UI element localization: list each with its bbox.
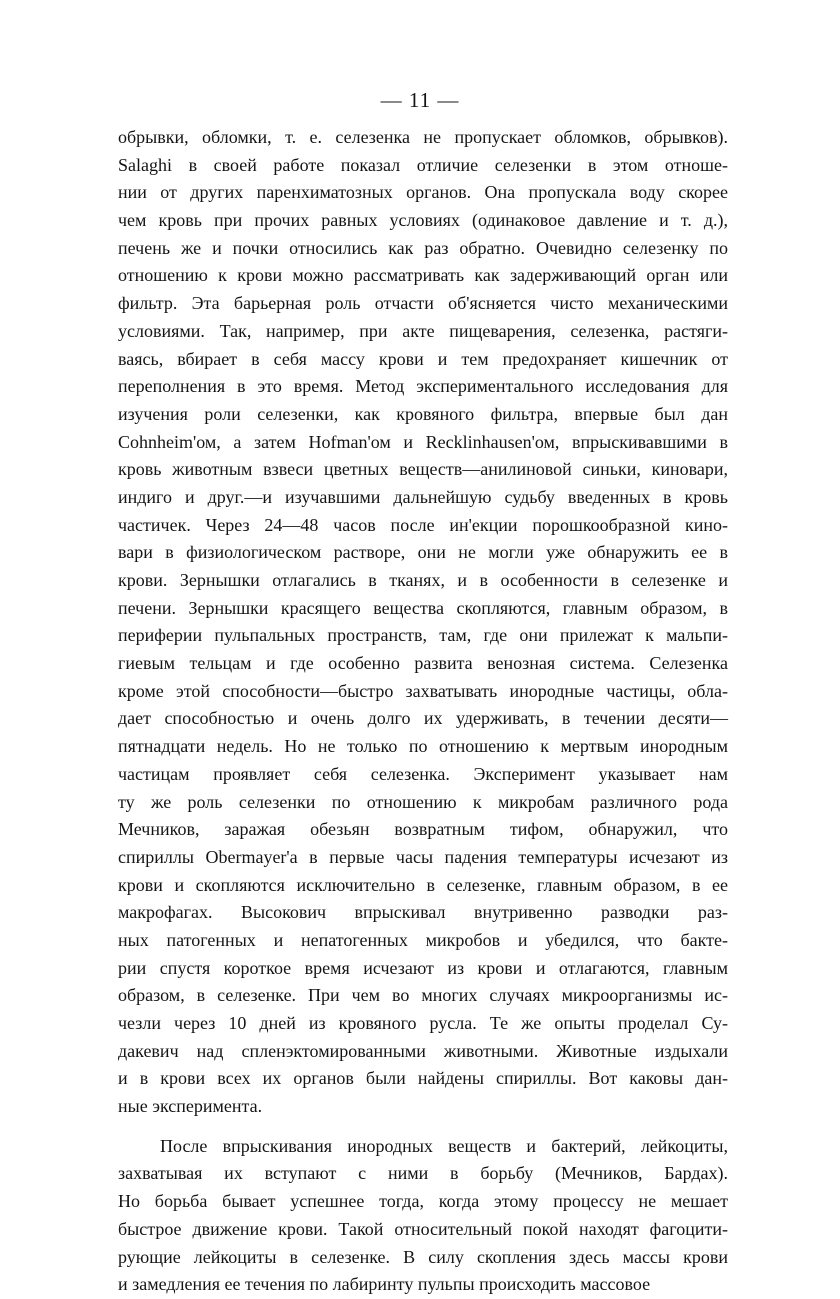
text-line: частичек. Через 24—48 часов после ин'екции порошкообразной кино- xyxy=(118,514,728,535)
text-line: вари в физиологическом растворе, они не могли уже обнаружить ее в xyxy=(118,542,728,563)
text-line: кроме этой способности—быстро захватывать инородные частицы, обла- xyxy=(118,680,728,701)
text-line: ту же роль селезенки по отношению к микробам различного рода xyxy=(118,791,728,812)
text-line: ных патогенных и непатогенных микробов и убедился, что бакте- xyxy=(118,929,728,950)
text-line: пятнадцати недель. Но не только по отношению к мертвым инородным xyxy=(118,736,728,757)
text-line: После впрыскивания инородных веществ и бактерий, лейкоциты, xyxy=(160,1135,728,1156)
text-line: фильтр. Эта барьерная роль отчасти об'ясняется чисто механическими xyxy=(118,293,728,314)
text-line: переполнения в это время. Метод экспериментального исследования для xyxy=(118,376,728,397)
text-line: быстрое движение крови. Такой относительный покой находят фагоцити- xyxy=(118,1218,728,1239)
text-line: Мечников, заражая обезьян возвратным тифом, обнаружил, что xyxy=(118,819,728,840)
text-line: частицам проявляет себя селезенка. Эксперимент указывает нам xyxy=(118,763,728,784)
text-line: печени. Зернышки красящего вещества скопляются, главным образом, в xyxy=(118,597,728,618)
text-line: захватывая их вступают с ними в борьбу (Мечников, Бардах). xyxy=(118,1163,728,1184)
text-line: рующие лейкоциты в селезенке. В силу скопления здесь массы крови xyxy=(118,1246,728,1267)
body-text xyxy=(118,124,728,1299)
text-line: рии спустя короткое время исчезают из крови и отлагаются, главным xyxy=(118,957,728,978)
text-line: дакевич над спленэктомированными животными. Животные издыхали xyxy=(118,1040,728,1061)
text-line: ные эксперимента. xyxy=(118,1096,263,1117)
paragraph xyxy=(118,124,728,1121)
text-line: индиго и друг.—и изучавшими дальнейшую судьбу введенных в кровь xyxy=(118,486,728,507)
text-line: обрывки, обломки, т. е. селезенка не пропускает обломков, обрывков). xyxy=(118,127,728,147)
text-line: и замедления ее течения по лабиринту пульпы происходить массовое xyxy=(118,1274,651,1295)
text-line: печень же и почки относились как раз обратно. Очевидно селезенку по xyxy=(118,237,728,258)
text-line: периферии пульпальных пространств, там, где они прилежат к мальпи- xyxy=(118,625,728,646)
text-line: крови. Зернышки отлагались в тканях, и в особенности в селезенке и xyxy=(118,570,728,590)
text-line: отношению к крови можно рассматривать как задерживающий орган или xyxy=(118,265,728,286)
text-line: Salaghi в своей работе показал отличие селезенки в этом отноше- xyxy=(118,154,728,175)
text-line: чезли через 10 дней из кровяного русла. Те же опыты проделал Су- xyxy=(118,1013,728,1033)
text-line: ваясь, вбирает в себя массу крови и тем предохраняет кишечник от xyxy=(118,348,728,369)
text-line: и в крови всех их органов были найдены спириллы. Вот каковы дан- xyxy=(118,1068,728,1089)
text-line: Но борьба бывает успешнее тогда, когда этому процессу не мешает xyxy=(118,1191,728,1212)
text-line: гиевым тельцам и где особенно развита венозная система. Селезенка xyxy=(118,653,728,674)
text-line: крови и скопляются исключительно в селезенке, главным образом, в ее xyxy=(118,874,728,895)
text-line: Cohnheim'ом, а затем Hofman'ом и Recklinhausen'ом, впрыскивавшими в xyxy=(118,431,728,452)
text-line: дает способностью и очень долго их удерживать, в течении десяти— xyxy=(118,708,728,729)
text-line: кровь животным взвеси цветных веществ—анилиновой синьки, киновари, xyxy=(118,459,728,480)
text-line: условиями. Так, например, при акте пищеварения, селезенка, растяги- xyxy=(118,320,728,341)
text-line: чем кровь при прочих равных условиях (одинаковое давление и т. д.), xyxy=(118,210,728,231)
text-line: макрофагах. Высокович впрыскивал внутривенно разводки раз- xyxy=(118,902,728,923)
text-line: нии от других паренхиматозных органов. Она пропускала воду скорее xyxy=(118,182,728,203)
text-line: спириллы Obermayer'а в первые часы падения температуры исчезают из xyxy=(118,846,728,867)
paragraph-gap xyxy=(118,1121,728,1133)
text-line: изучения роли селезенки, как кровяного фильтра, впервые был дан xyxy=(118,403,728,424)
paragraph xyxy=(118,1133,728,1299)
text-line: образом, в селезенке. При чем во многих случаях микроорганизмы ис- xyxy=(118,985,728,1006)
page-number: — 11 — xyxy=(380,88,460,112)
